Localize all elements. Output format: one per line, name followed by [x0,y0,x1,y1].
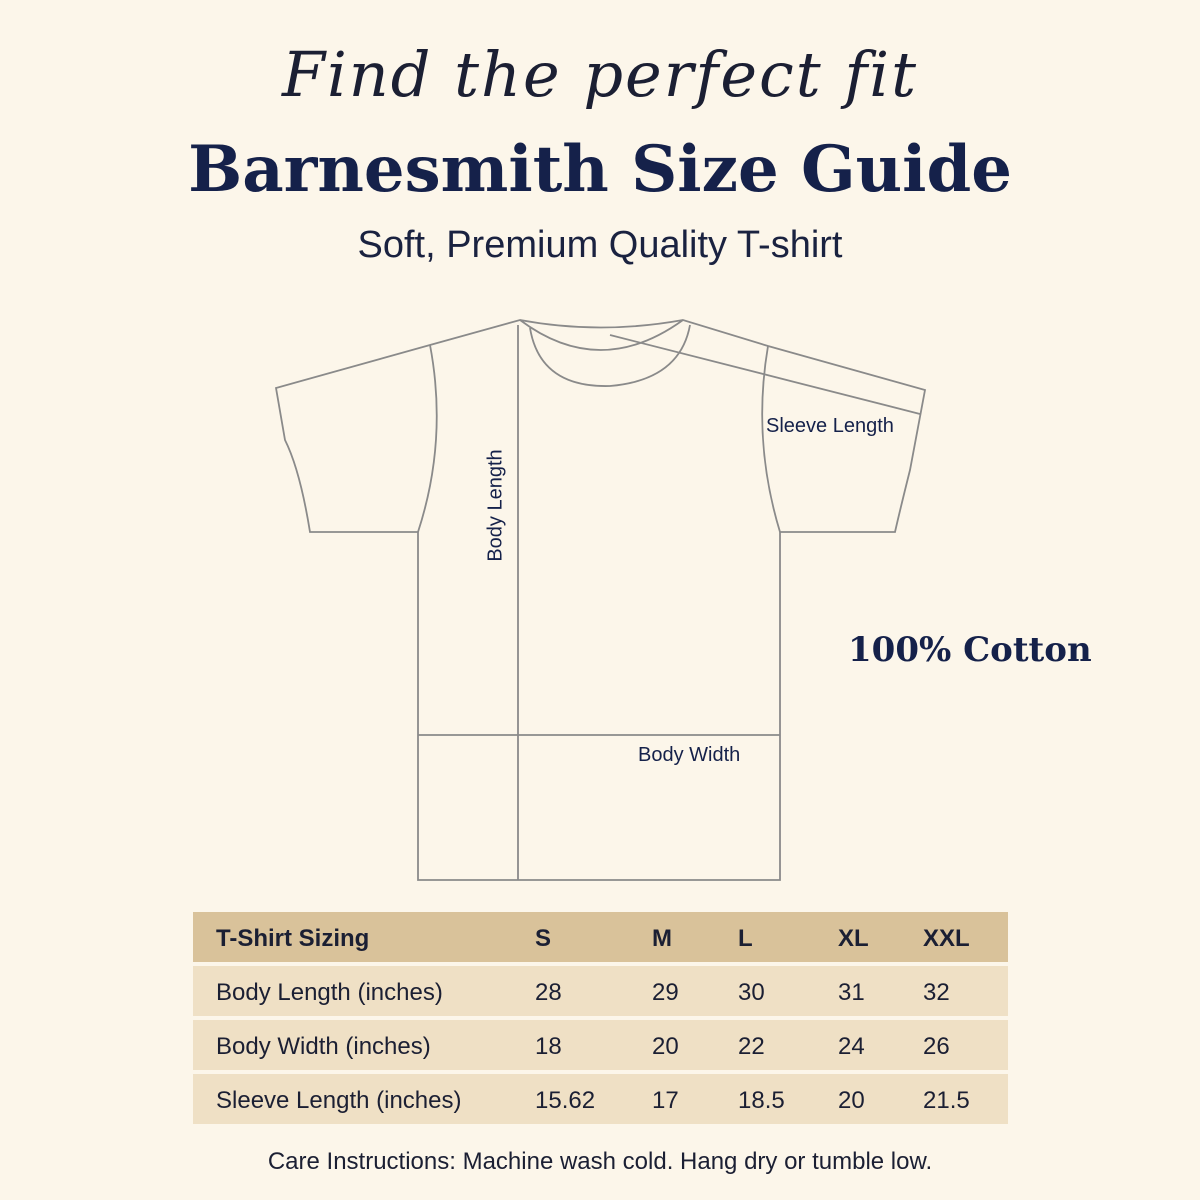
row-label: Body Length (inches) [216,979,443,1006]
left-sleeve-seam [418,345,437,532]
table-cell: 29 [652,979,679,1006]
table-row [193,1074,1008,1124]
size-table [193,912,1008,1128]
sleeve-length-label: Sleeve Length [766,415,894,437]
table-cell: 18.5 [738,1087,785,1114]
material-label: 100% Cotton [848,630,1092,670]
tshirt-outline [276,320,925,880]
header-cell: M [652,925,672,952]
table-cell: 31 [838,979,865,1006]
body-width-label: Body Width [638,744,741,766]
header-cell: T-Shirt Sizing [216,925,370,952]
collar-inner [530,325,690,386]
table-row [193,1020,1008,1070]
header-cell: XXL [923,925,970,952]
table-cell: 32 [923,979,950,1006]
header-cell: S [535,925,552,952]
table-header-row [193,912,1008,962]
page-title: Barnesmith Size Guide [188,132,1012,207]
table-cell: 15.62 [535,1087,596,1114]
table-cell: 18 [535,1033,562,1060]
table-cell: 20 [838,1087,865,1114]
page-subtitle: Soft, Premium Quality T-shirt [357,224,843,266]
sleeve-length-line [610,335,920,414]
table-cell: 17 [652,1087,679,1114]
table-cell: 26 [923,1033,950,1060]
care-instructions: Care Instructions: Machine wash cold. Hang dry or tumble low. [267,1148,933,1175]
header-cell: L [738,925,753,952]
table-cell: 24 [838,1033,865,1060]
table-cell: 21.5 [923,1087,970,1114]
table-row [193,966,1008,1016]
table-cell: 20 [652,1033,679,1060]
table-cell: 22 [738,1033,765,1060]
table-cell: 30 [738,979,765,1006]
body-length-label: Body Length [484,449,507,562]
header-cell: XL [838,925,869,952]
row-label: Body Width (inches) [216,1033,431,1060]
table-cell: 28 [535,979,562,1006]
row-label: Sleeve Length (inches) [216,1087,462,1114]
script-heading: Find the perfect fit [281,38,919,111]
